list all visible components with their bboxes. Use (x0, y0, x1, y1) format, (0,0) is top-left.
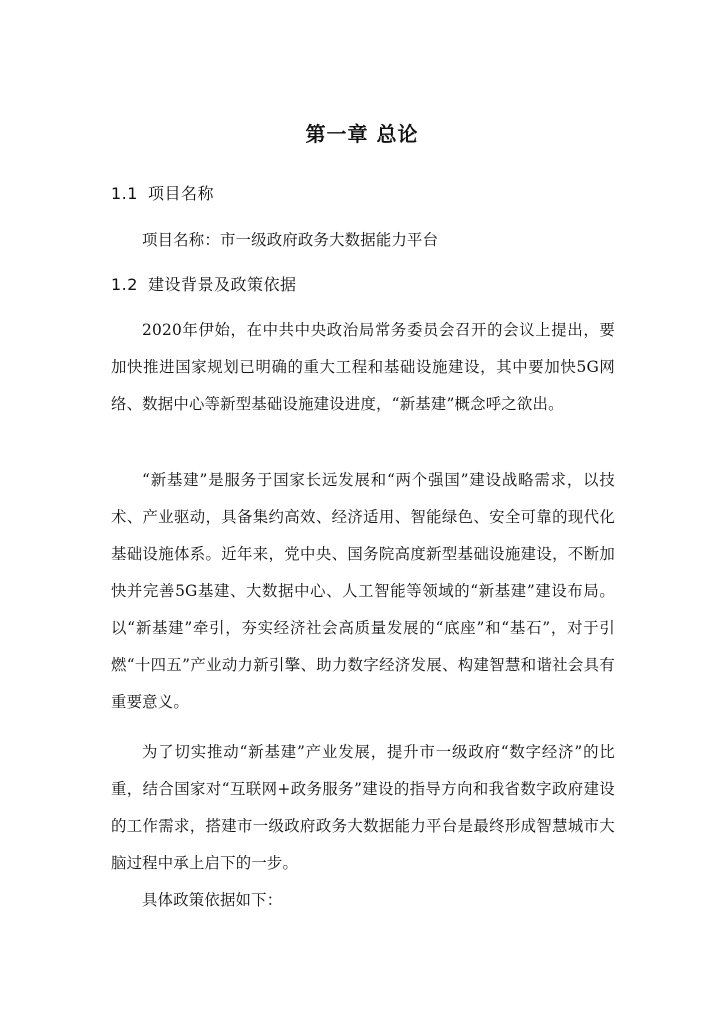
body-paragraph: 具体政策依据如下： (142, 891, 283, 909)
section-heading-1-2 (111, 272, 296, 295)
section-title: 建设背景及政策依据 (147, 275, 297, 294)
section-number: 1.2 (111, 275, 138, 294)
section-title: 项目名称 (147, 184, 214, 203)
project-name-paragraph: 项目名称：市一级政府政务大数据能力平台 (142, 231, 439, 249)
chapter-title: 第一章 总论 (305, 122, 419, 146)
body-paragraph: “新基建”是服务于国家长远发展和“两个强国”建设战略需求，以技术、产业驱动，具备集约高效、经济适用、智能绿色、安全可靠的现代化基础设施体系。近年来，党中央、国务院高度新型基础设施建设，不断加快并完善5G基建、大数据中心、人工智能等领域的“新基建”建设布局。以“新基建”牵引，夯实经济社会高质量发展的“底座”和“基石”，对于引燃“十四五”产业动力新引擎、助力数字经济发展、构建智慧和谐社会具有重要意义。 (111, 471, 615, 711)
section-number: 1.1 (111, 184, 138, 203)
body-paragraph: 2020年伊始，在中共中央政治局常务委员会召开的会议上提出，要加快推进国家规划已明确的重大工程和基础设施建设，其中要加快5G网络、数据中心等新型基础设施建设进度，“新基建”概念呼之欲出。 (111, 321, 615, 413)
body-paragraph: 为了切实推动“新基建”产业发展，提升市一级政府“数字经济”的比重，结合国家对“互联网+政务服务”建设的指导方向和我省数字政府建设的工作需求，搭建市一级政府政务大数据能力平台是最终形成智慧城市大脑过程中承上启下的一步。 (111, 743, 615, 872)
section-heading-1-1 (111, 181, 214, 204)
